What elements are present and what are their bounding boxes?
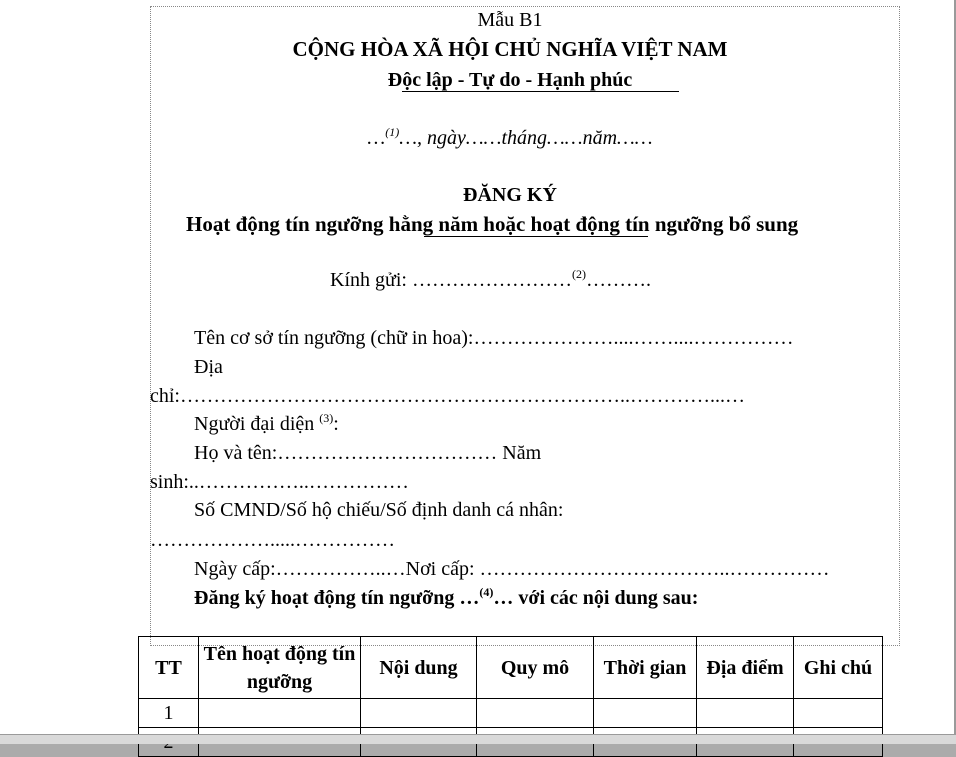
address-label: Địa	[194, 356, 223, 378]
table-row	[139, 699, 883, 728]
facility-name-line: Tên cơ sở tín ngưỡng (chữ in hoa):…………………....……....……………	[194, 327, 794, 349]
birth-year-line: sinh:..……………..……………	[150, 471, 409, 493]
header-cell: Thời gian	[594, 637, 697, 699]
table-header-row	[139, 637, 883, 699]
address-line: chỉ:…………………………………………………………..…………...…	[150, 385, 745, 407]
header-cell: TT	[139, 637, 199, 699]
header-cell: Địa điểm	[697, 637, 794, 699]
horizontal-scrollbar[interactable]	[0, 734, 956, 744]
representative-label: Người đại diện $^{(3)}$:	[194, 411, 339, 435]
header-cell: Nội dung	[361, 637, 477, 699]
fullname-line: Họ và tên:…………………………… Năm	[194, 442, 542, 464]
recipient-line: Kính gửi: ……………………$^{(2)}$……….	[330, 267, 651, 291]
table-cell: 1	[139, 699, 199, 728]
motto-underline	[402, 91, 679, 92]
form-code: Mẫu B1	[477, 9, 543, 31]
table-cell	[697, 699, 794, 728]
header-cell: Quy mô	[477, 637, 594, 699]
subtitle-underline	[424, 236, 648, 237]
table-cell	[594, 699, 697, 728]
motto: Độc lập - Tự do - Hạnh phúc	[387, 69, 633, 91]
header-cell: Ghi chú	[794, 637, 883, 699]
id-number-line: ……………….....……………	[150, 529, 395, 551]
table-cell	[199, 699, 361, 728]
header-cell: Tên hoạt động tín ngưỡng	[199, 637, 361, 699]
table-cell	[477, 699, 594, 728]
register-statement: Đăng ký hoạt động tín ngưỡng …$^{(4)}$… với các nội dung sau:	[194, 585, 699, 609]
table-cell	[361, 699, 477, 728]
place-date-line: …$^{(1)}$…, ngày……tháng……năm……	[367, 125, 653, 149]
issue-date-place-line: Ngày cấp:……………..…Nơi cấp: ………………………………..……………	[194, 558, 830, 580]
country-name: CỘNG HÒA XÃ HỘI CHỦ NGHĨA VIỆT NAM	[292, 37, 728, 61]
id-number-label: Số CMND/Số hộ chiếu/Số định danh cá nhân:	[194, 499, 564, 521]
document-title: ĐĂNG KÝ	[463, 184, 557, 206]
table-cell	[794, 699, 883, 728]
document-subtitle: Hoạt động tín ngưỡng hằng năm hoặc hoạt động tín ngưỡng bổ sung	[186, 212, 799, 236]
